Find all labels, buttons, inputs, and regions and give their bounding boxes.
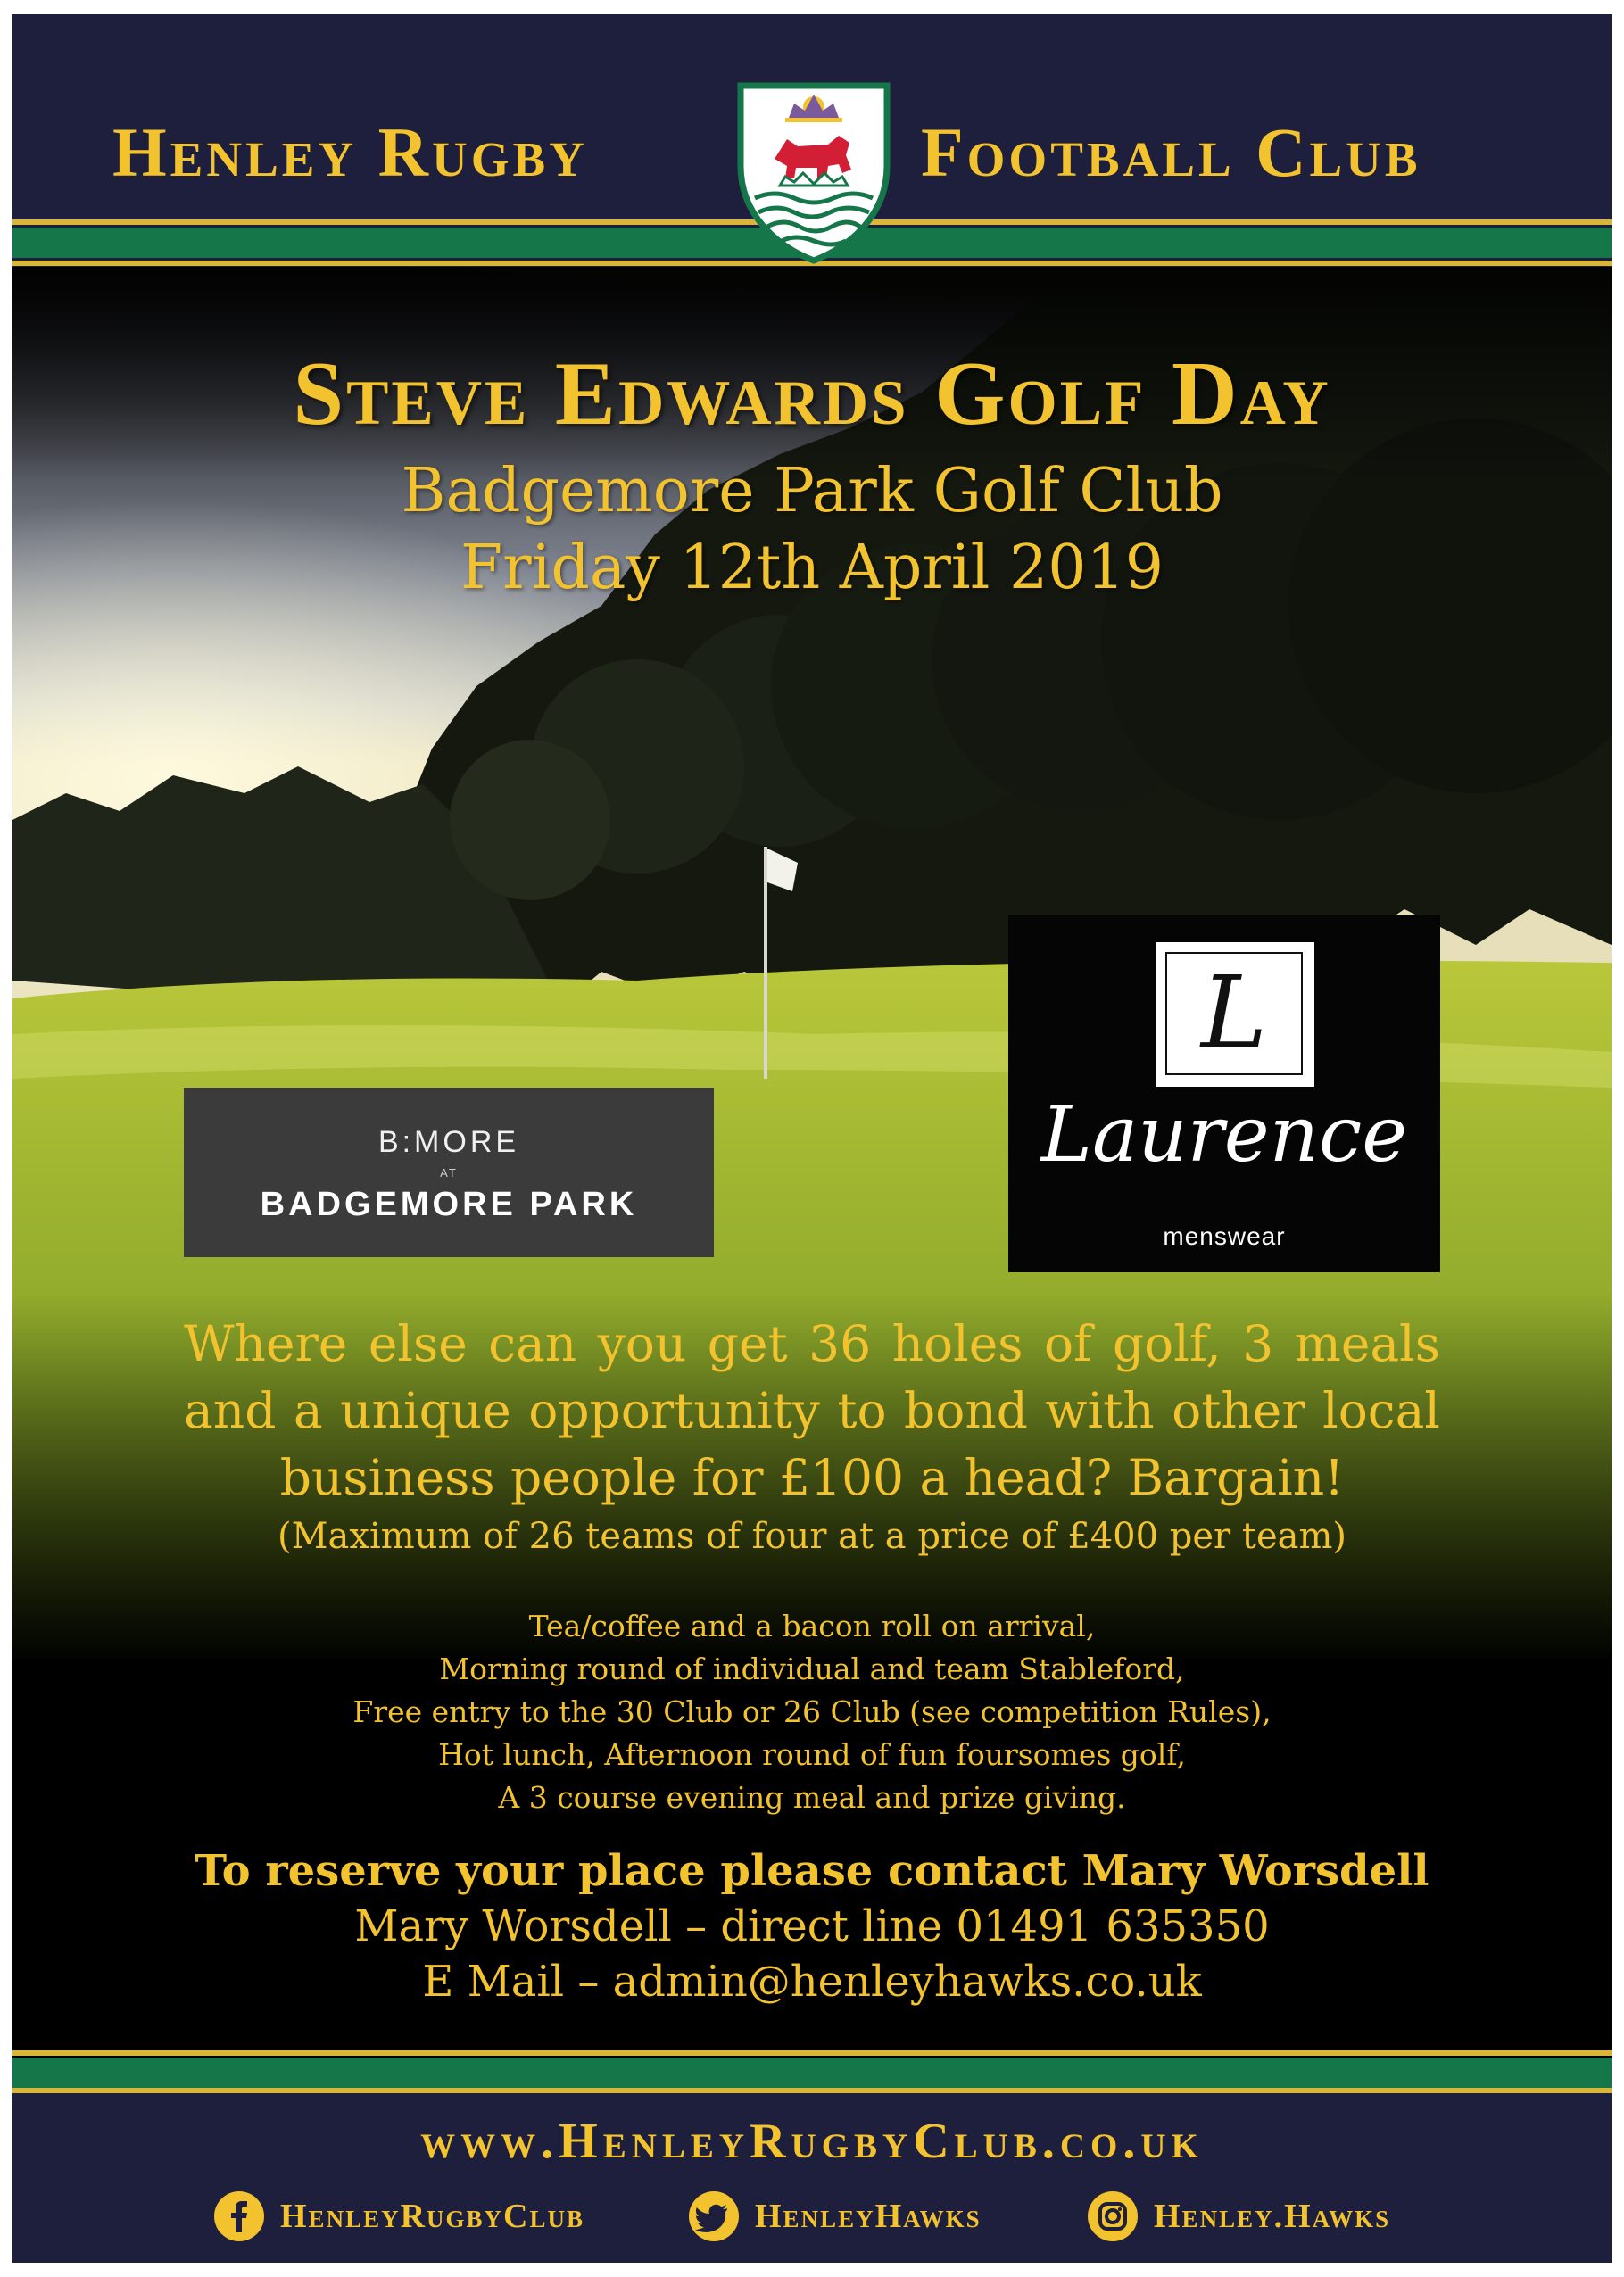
reserve-heading: To reserve your place please contact Mary Worsdell xyxy=(195,1846,1429,1896)
pitch-text: Where else can you get 36 holes of golf, 3 meals and a unique opportunity to bond with other local business people for £100 a head? Bargain! xyxy=(184,1315,1440,1506)
website-link[interactable]: www.HenleyRugbyClub.co.uk xyxy=(420,2114,1204,2169)
golf-course-photo xyxy=(12,267,1612,2064)
footer-green-stripe xyxy=(12,2058,1612,2088)
instagram-icon xyxy=(1088,2191,1138,2241)
itinerary-item: A 3 course evening meal and prize giving. xyxy=(498,1780,1126,1815)
twitter-handle: HenleyHawks xyxy=(755,2198,982,2235)
itinerary-item: Morning round of individual and team Stableford, xyxy=(439,1652,1185,1686)
bmore-logo-at: AT xyxy=(440,1166,458,1180)
instagram-link[interactable] xyxy=(1088,2190,1390,2243)
itinerary-item: Free entry to the 30 Club or 26 Club (see competition Rules), xyxy=(352,1694,1272,1729)
crest-icon xyxy=(735,80,892,264)
contact-email[interactable]: E Mail – admin@henleyhawks.co.uk xyxy=(422,1957,1202,2007)
max-teams-text: (Maximum of 26 teams of four at a price of £400 per team) xyxy=(277,1516,1347,1557)
laurence-monogram-letter: L xyxy=(1200,956,1268,1072)
event-date: Friday 12th April 2019 xyxy=(460,533,1164,603)
event-venue: Badgemore Park Golf Club xyxy=(401,456,1223,526)
bmore-badgemore-logo xyxy=(184,1088,714,1257)
facebook-handle: HenleyRugbyClub xyxy=(280,2198,584,2235)
footer xyxy=(12,2093,1612,2263)
facebook-icon xyxy=(214,2191,264,2241)
itinerary-list xyxy=(12,1605,1612,1819)
laurence-name: Laurence xyxy=(1040,1090,1408,1180)
laurence-monogram-inner xyxy=(1165,952,1303,1075)
itinerary-item: Hot lunch, Afternoon round of fun foursomes golf, xyxy=(438,1737,1186,1772)
laurence-menswear-logo xyxy=(1008,915,1440,1272)
poster xyxy=(12,14,1612,2263)
bmore-logo-main: BADGEMORE PARK xyxy=(260,1186,638,1223)
laurence-monogram-box xyxy=(1156,942,1314,1087)
event-title: Steve Edwards Golf Day xyxy=(293,344,1331,444)
facebook-link[interactable] xyxy=(214,2190,584,2243)
laurence-menswear: menswear xyxy=(1163,1222,1286,1250)
bmore-logo-top: B:MORE xyxy=(377,1125,520,1159)
footer-gold-stripe-top xyxy=(12,2050,1612,2056)
itinerary-item: Tea/coffee and a bacon roll on arrival, xyxy=(528,1609,1096,1644)
club-name-right: Football Club xyxy=(921,113,1421,191)
twitter-icon xyxy=(689,2191,739,2241)
twitter-link[interactable] xyxy=(689,2190,982,2243)
contact-phone[interactable]: Mary Worsdell – direct line 01491 635350 xyxy=(354,1901,1270,1951)
instagram-handle: Henley.Hawks xyxy=(1154,2198,1391,2235)
club-name-left: Henley Rugby xyxy=(112,113,588,191)
